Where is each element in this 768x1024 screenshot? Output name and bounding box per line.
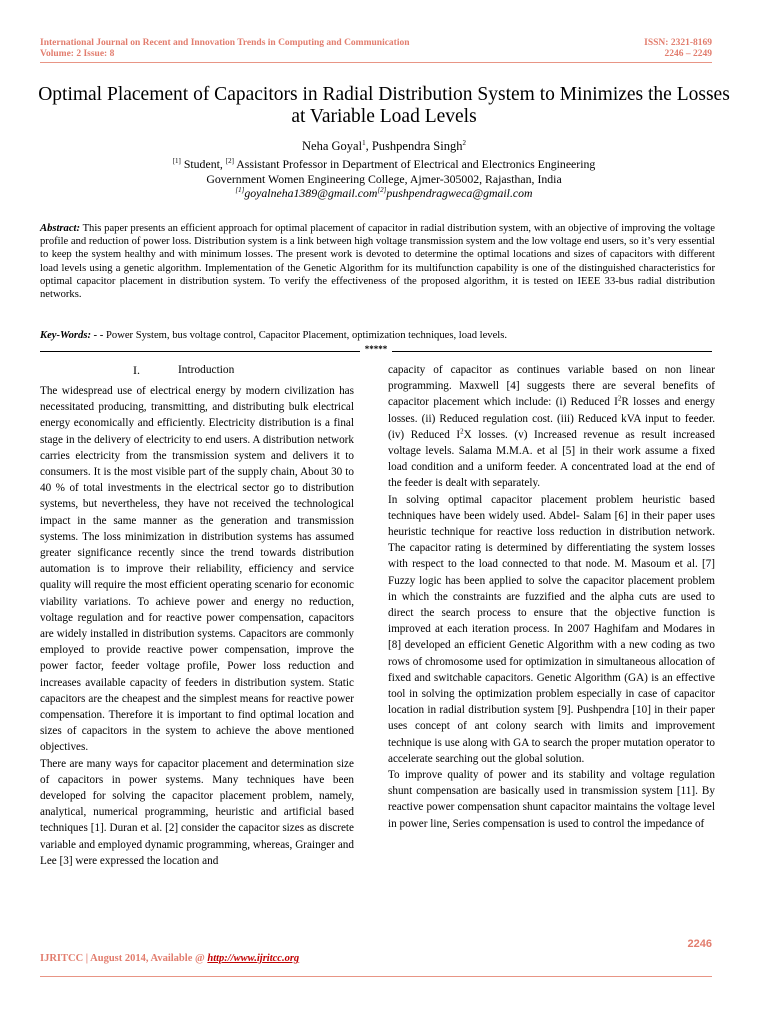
- affil-role-2: Assistant Professor in Department of Electrical and Electronics Engineering: [233, 157, 596, 171]
- page-range: 2246 – 2249: [664, 49, 712, 59]
- section-separator: [40, 345, 712, 357]
- author-1: Neha Goyal: [302, 139, 363, 153]
- left-column: [40, 361, 354, 869]
- abstract-text: This paper presents an efficient approach for optimal placement of capacitor in radial distribution system, with an objective of improving the voltage profile and reduction of power loss. Distribution system is a link between high voltage transmission system and the low voltage end users, so it’s very essential to keep the system healthy and with minimum losses. The present work is devoted to determine the optimal locations and sizes of capacitors with different load levels using a genetic algorithm. Implementation of the Genetic Algorithm for its multifunction capability is one of the distinguished characteristics for optimal capacitor placement in distribution system. To verify the effectiveness of the proposed algorithm, it is tested on IEEE 33-bus radial distribution networks.: [40, 223, 715, 301]
- keywords-text: Power System, bus voltage control, Capacitor Placement, optimization techniques, load levels.: [103, 330, 508, 341]
- affil-mark-2: [2]: [225, 157, 234, 166]
- text-run: R losses and energy losses. (ii) Reduced regulation cost. (iii) Reduced kVA input to feeder. (iv) Reduced I: [388, 396, 715, 441]
- section-number: I.: [133, 362, 140, 377]
- header-divider: [40, 62, 712, 63]
- separator-line-left: [40, 351, 360, 352]
- author-1-mark: 1: [362, 138, 366, 147]
- footer: [40, 953, 299, 964]
- journal-name: International Journal on Recent and Innovation Trends in Computing and Communication: [40, 38, 410, 48]
- text-run: capacity of capacitor as continues variable based on non linear programming. Maxwell [4] suggests there are several benefits of capacitor placement which include: (i) Reduced I: [388, 364, 715, 409]
- section-title: Introduction: [178, 363, 235, 376]
- volume-issue: Volume: 2 Issue: 8: [40, 49, 115, 59]
- separator-line-right: [392, 351, 712, 352]
- keywords-label: Key-Words: - -: [40, 330, 104, 341]
- author-list: [0, 139, 768, 154]
- affil-role-1: Student,: [180, 157, 226, 171]
- keywords: [40, 330, 715, 341]
- superscript: 2: [617, 394, 622, 403]
- paragraph: To improve quality of power and its stability and voltage regulation shunt compensation are basically used in transmission system [11]. By reactive power compensation shunt capacitor maintains the voltage level in power line, Series compensation is used to control the impedance of: [388, 769, 715, 830]
- section-heading: [40, 361, 354, 379]
- email-mark-2: [2]: [377, 186, 387, 195]
- affil-mark-1: [1]: [172, 157, 181, 166]
- institution: Government Women Engineering College, Ajmer-305002, Rajasthan, India: [206, 171, 562, 186]
- footer-divider: [40, 976, 712, 977]
- abstract-label: Abstract:: [40, 223, 81, 234]
- issn: ISSN: 2321-8169: [644, 38, 712, 48]
- right-column: [388, 362, 715, 832]
- paragraph: The widespread use of electrical energy by modern civilization has necessitated producing, transmitting, and distributing bulk electrical energy economically and efficiently. Electricity distribution is a final stage in the delivery of electricity to end users. A distribution network carries electricity from the transmission system and delivers it to consumers. It is the most visible part of the supply chain, About 30 to 40 % of total investments in the electrical sector go to distribution systems, but nevertheless, they have not received the technological impact in the same manner as the generation and transmission systems. The loss minimization in distribution systems has assumed greater significance recently since the trend towards distribution automation is to improve their reliability, efficiency and service quality will require the most efficient operating scenario for economic viability variations. To achieve power and energy no reduction, voltage regulation and for reactive power compensation, capacitors are widely installed in distribution systems. Capacitors are commonly employed to provide reactive power compensation, improve the power factor, feeder voltage profile, Power loss reduction and increases available capacity of feeders in distribution system. Static capacitors are the cheapest and the simplest means for reactive power compensation. Therefore it is important to find optimal location and sizes of capacitors in the system to achieve the above mentioned objectives.: [40, 385, 354, 754]
- abstract: [40, 222, 715, 301]
- journal-link[interactable]: http://www.ijritcc.org: [207, 953, 300, 964]
- paragraph: In solving optimal capacitor placement problem heuristic based techniques have been widely used. Abdel- Salam [6] in their paper uses heuristic technique for reactive loss reduction in distribution network. The capacitor rating is determined by differentiating the system losses with respect to the load connected to that node. M. Masoum et al. [7] Fuzzy logic has been applied to solve the capacitor placement problem in which the constraints are fuzzified and the alpha cuts are used to direct the search process to ensure that the objective function is improved at each iteration process. In 2007 Haghifam and Modares in [8] developed an efficient Genetic Algorithm with a new coding as two rows of chromosome used for optimization in simultaneous allocation of fixed and switchable capacitors. Genetic Algorithm (GA) is an effective tool in solving the optimization problem especially in case of capacitor location in radial distribution system [9]. Pushpendra [10] in their paper uses concept of ant colony search with limits and improvement technique is use along with GA to search the proper mutation operator to accelerate searching out the global solution.: [388, 493, 715, 765]
- email-1: goyalneha1389@gmail.com: [244, 186, 378, 200]
- text-run: X losses. (v) Increased revenue as result increased voltage levels. Salama M.M.A. et al [5] in their work assume a fixed load condition and a uniform feeder. A concentrated load at the end of the feeder is dealt with separately.: [388, 428, 715, 490]
- email-mark-1: [1]: [235, 186, 245, 195]
- paragraph: There are many ways for capacitor placement and determination size of capacitors in power systems. Many techniques have been developed for solving the capacitor placement problem, namely, analytical, numerical programming, heuristic and artificial based techniques [1]. Duran et al. [2] consider the capacitor sizes as discrete variable and employed dynamic programming, whereas, Grainger and Lee [3] were expressed the location and: [40, 757, 354, 867]
- author-2: Pushpendra Singh: [371, 139, 463, 153]
- author-separator: ,: [365, 139, 372, 153]
- email-2: pushpendragweca@gmail.com: [386, 186, 533, 200]
- paper-title: Optimal Placement of Capacitors in Radial Distribution System to Minimizes the Losses at Variable Load Levels: [38, 84, 730, 127]
- footer-text: IJRITCC | August 2014, Available @: [40, 953, 208, 964]
- paragraph: [388, 362, 715, 492]
- page-number: 2246: [687, 938, 712, 950]
- author-2-mark: 2: [462, 138, 466, 147]
- affiliation: [0, 157, 768, 201]
- superscript: 2: [460, 427, 464, 436]
- separator-stars: *****: [364, 344, 388, 354]
